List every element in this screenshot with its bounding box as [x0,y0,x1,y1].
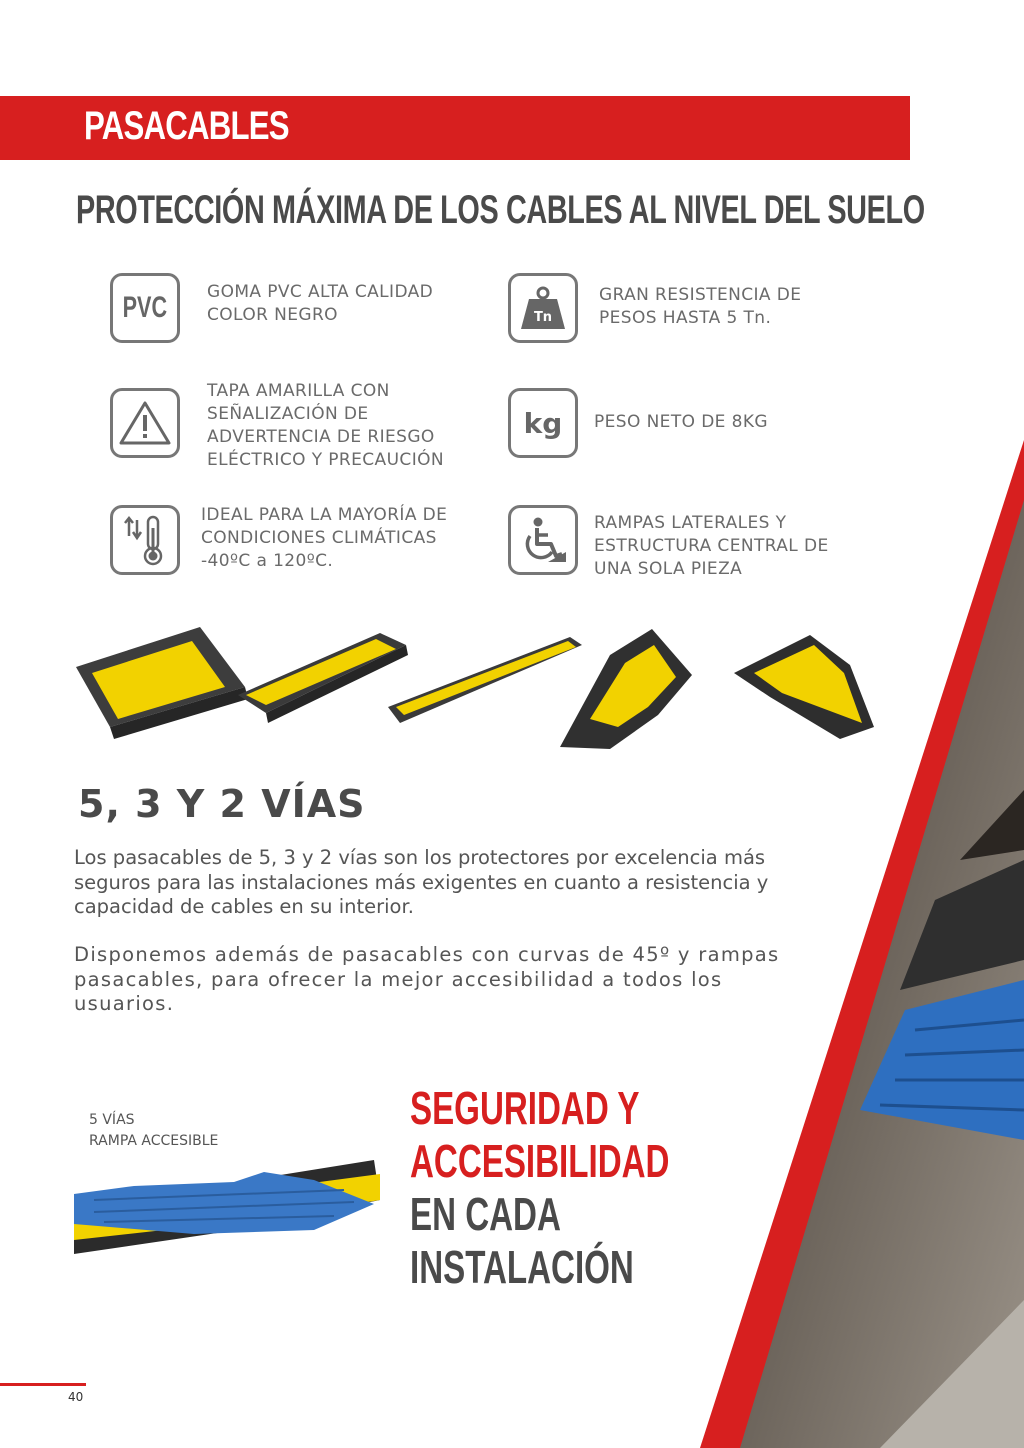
feature-line: PESOS HASTA 5 Tn. [599,308,772,328]
paragraph-line: seguros para las instalaciones más exigentes en cuanto a resistencia y [74,870,769,894]
headline: PROTECCIÓN MÁXIMA DE LOS CABLES AL NIVEL DEL SUELO [76,188,925,232]
section-paragraph-1 [74,846,834,920]
feature-line: GRAN RESISTENCIA DE [599,285,802,305]
thermometer-icon [110,505,180,575]
slogan-line-dark: EN CADA [410,1188,561,1240]
caption-line: 5 VÍAS [89,1112,135,1128]
section-title: 5, 3 Y 2 VÍAS [78,782,366,826]
feature-line: PESO NETO DE 8KG [594,412,768,432]
feature-line: ADVERTENCIA DE RIESGO [207,427,435,447]
product-3-vias-image [238,633,408,723]
feature-climate-text [201,504,447,573]
paragraph-line: pasacables, para ofrecer la mejor accesibilidad a todos los [74,967,723,991]
title-banner [0,96,910,160]
product-2-vias-image [388,637,582,723]
feature-line: IDEAL PARA LA MAYORÍA DE [201,505,448,525]
feature-kg-text [594,411,768,434]
slogan-line-red: ACCESIBILIDAD [410,1135,670,1187]
product-gallery [70,615,890,760]
product-curve-45-image [734,635,874,739]
feature-line: COLOR NEGRO [207,305,338,325]
feature-line: UNA SOLA PIEZA [594,559,743,579]
paragraph-line: usuarios. [74,992,175,1015]
page-number-rule [0,1383,86,1386]
caption-line: RAMPA ACCESIBLE [89,1133,219,1149]
feature-line: ESTRUCTURA CENTRAL DE [594,536,829,556]
slogan-line-red: SEGURIDAD Y [410,1082,640,1134]
wheelchair-icon-shape [518,516,568,564]
thermometer-icon-shape [123,514,167,566]
feature-line: CONDICIONES CLIMÁTICAS [201,528,437,548]
feature-ramp-text [594,512,829,581]
page-number: 40 [68,1390,84,1404]
warning-icon-shape [119,400,171,446]
wheelchair-icon [508,505,578,575]
feature-line: GOMA PVC ALTA CALIDAD [207,282,434,302]
feature-line: ELÉCTRICO Y PRECAUCIÓN [207,450,445,470]
pvc-icon-label: PVC [122,291,168,324]
feature-warning-text [207,380,444,472]
weight-icon-label: Tn [533,310,553,325]
feature-line: -40ºC a 120ºC. [201,551,334,571]
banner-title: PASACABLES [84,104,289,148]
feature-line: TAPA AMARILLA CON [207,381,390,401]
kg-icon-label: kg [523,406,563,440]
kg-icon [508,388,578,458]
product-5-vias-image [76,627,248,739]
ramp-product-image [74,1160,384,1260]
product-curve-image [560,629,692,749]
slogan [410,1082,669,1294]
paragraph-line: capacidad de cables en su interior. [74,895,414,918]
pvc-icon [110,273,180,343]
section-paragraph-2 [74,943,834,1017]
paragraph-line: Disponemos además de pasacables con curvas de 45º y rampas [74,943,780,966]
paragraph-line: Los pasacables de 5, 3 y 2 vías son los protectores por excelencia más [74,846,766,869]
feature-line: RAMPAS LATERALES Y [594,513,787,533]
slogan-line-dark: INSTALACIÓN [410,1241,634,1293]
ramp-caption [89,1110,218,1152]
feature-pvc-text [207,281,433,327]
weight-icon [508,273,578,343]
feature-line: SEÑALIZACIÓN DE [207,404,369,424]
warning-icon [110,388,180,458]
feature-weight-text [599,284,801,330]
